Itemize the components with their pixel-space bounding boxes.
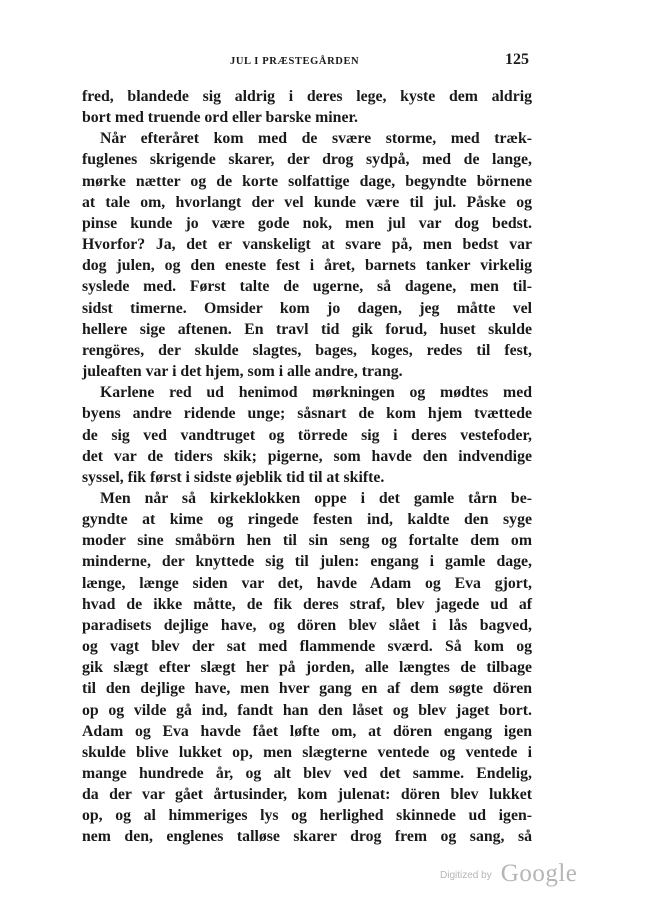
page-number: 125 (505, 51, 529, 68)
text-line: fuglenes skrigende skarer, der drog sydpå, med de lange, (82, 151, 532, 169)
text-line: til den dejlige have, men hver gang en af dem søgte dören (82, 680, 532, 698)
text-line: at tale om, hvorlangt der vel kunde være til jul. Påske og (82, 193, 532, 211)
text-line: og vagt blev der sat med flammende sværd. Så kom og (82, 638, 532, 656)
text-line: nem den, englenes talløse skarer drog frem og sang, så (82, 828, 532, 846)
body-text (82, 86, 532, 848)
text-line: gik slægt efter slægt her på jorden, alle længtes de tilbage (82, 659, 532, 677)
text-line: op og vilde gå ind, fandt han den låset og blev jaget bort. (82, 701, 532, 719)
text-line: Når efteråret kom med de svære storme, med træk- (100, 130, 532, 148)
text-line: sidst timerne. Omsider kom jo dagen, jeg måtte vel (82, 299, 532, 317)
text-line: hellere sige aftenen. En travl tid gik forud, huset skulde (82, 320, 532, 338)
text-line: mørke nætter og de korte solfattige dage, begyndte börnene (82, 172, 532, 190)
digitized-watermark (440, 860, 577, 888)
text-line: bort med truende ord eller barske miner. (82, 109, 358, 127)
text-line: syslede med. Først talte de ugerne, så dagene, men til- (82, 278, 532, 296)
text-line: fred, blandede sig aldrig i deres lege, kyste dem aldrig (82, 88, 532, 105)
text-line: pinse kunde jo være gode nok, men jul var dog bedst. (82, 214, 532, 232)
text-line: de sig ved vandtruget og törrede sig i deres vestefoder, (82, 426, 532, 444)
text-line: skulde blive lukket op, men slægterne ventede og ventede i (82, 743, 532, 761)
text-line: hvad de ikke måtte, de fik deres straf, blev jagede ud af (82, 595, 532, 613)
watermark-prefix: Digitized by (440, 870, 492, 881)
text-line: byens andre ridende unge; såsnart de kom hjem tvættede (82, 405, 532, 423)
text-line: da der var gået årtusinder, kom julenat: dören blev lukket (82, 786, 532, 804)
text-line: Men når så kirkeklokken oppe i det gamle tårn be- (100, 489, 532, 507)
text-line: op, og al himmeriges lys og herlighed skinnede ud igen- (82, 807, 532, 825)
text-line: Karlene red ud henimod mørkningen og mødtes med (100, 384, 532, 402)
text-line: syssel, fik først i sidste øjeblik tid til at skifte. (82, 468, 385, 486)
text-line: rengöres, der skulde slagtes, bages, koges, redes til fest, (82, 341, 532, 359)
text-line: paradisets dejlige have, og dören blev slået i lås bagved, (82, 616, 532, 634)
text-line: dog julen, og den eneste fest i året, barnets tanker virkelig (82, 257, 532, 275)
chapter-title: JUL I PRÆSTEGÅRDEN (230, 56, 360, 67)
text-line: Adam og Eva havde fået løfte om, at dören engang igen (82, 722, 532, 740)
text-line: det var de tiders skik; pigerne, som havde den indvendige (82, 447, 532, 465)
text-line: juleaften var i det hjem, som i alle andre, trang. (82, 363, 403, 381)
google-logo: Google (500, 860, 578, 887)
text-line: længe, længe siden var det, havde Adam og Eva gjort, (82, 574, 532, 592)
text-line: gyndte at kime og ringede festen ind, kaldte den syge (82, 511, 532, 529)
text-line: minderne, der knyttede sig til julen: engang i gamle dage, (82, 553, 532, 571)
text-line: mange hundrede år, og alt blev ved det samme. Endelig, (82, 765, 532, 782)
text-line: moder sine småbörn hen til sin seng og fortalte dem om (82, 532, 532, 550)
running-header (82, 51, 532, 74)
text-line: Hvorfor? Ja, det er vanskeligt at svare på, men bedst var (82, 236, 532, 254)
